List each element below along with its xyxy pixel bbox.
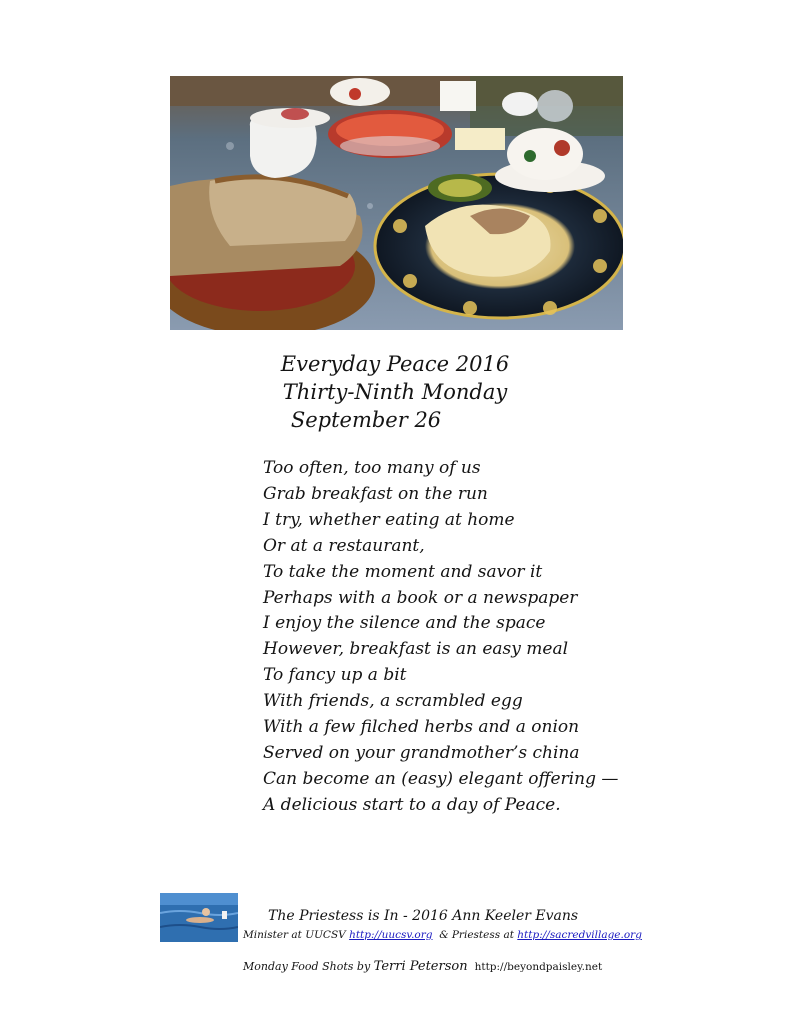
poem-line: I enjoy the silence and the space [263,613,546,634]
photo-credit [243,959,602,974]
poem-line: With a few filched herbs and a onion [263,717,580,738]
footer-title: The Priestess is In - 2016 Ann Keeler Evans [268,908,579,924]
credit-label: Monday Food Shots by [243,960,371,973]
poem-line: To take the moment and savor it [263,561,543,582]
poem-line: Can become an (easy) elegant offering — [263,768,619,789]
uucsv-link[interactable]: http://uucsv.org [349,929,433,941]
minister-label: Minister at UUCSV [243,929,346,941]
breakfast-photo [170,76,623,330]
footer-links [243,929,642,941]
credit-name: Terri Peterson [373,959,468,974]
poem-line: Too often, too many of us [263,458,481,478]
poem-line: With friends, a scrambled egg [263,691,523,712]
title-date: September 26 [290,408,442,432]
poem-line: Perhaps with a book or a newspaper [263,587,578,608]
page-title [230,350,560,434]
poem-line: To fancy up a bit [263,665,407,686]
priestess-label: & Priestess at [439,929,514,941]
sacredvillage-link[interactable]: http://sacredvillage.org [517,929,642,941]
poem [263,456,683,819]
poem-line: I try, whether eating at home [263,509,515,530]
poem-line: A delicious start to a day of Peace. [263,794,561,815]
credit-url: http://beyondpaisley.net [474,961,603,973]
swimmer-thumbnail [160,893,238,942]
title-week: Thirty-Ninth Monday [282,380,508,404]
poem-line: Or at a restaurant, [263,535,425,556]
poem-line: Served on your grandmother’s china [263,742,580,763]
poem-line: However, breakfast is an easy meal [263,639,569,660]
title-series: Everyday Peace 2016 [280,352,510,376]
poem-line: Grab breakfast on the run [263,483,488,504]
